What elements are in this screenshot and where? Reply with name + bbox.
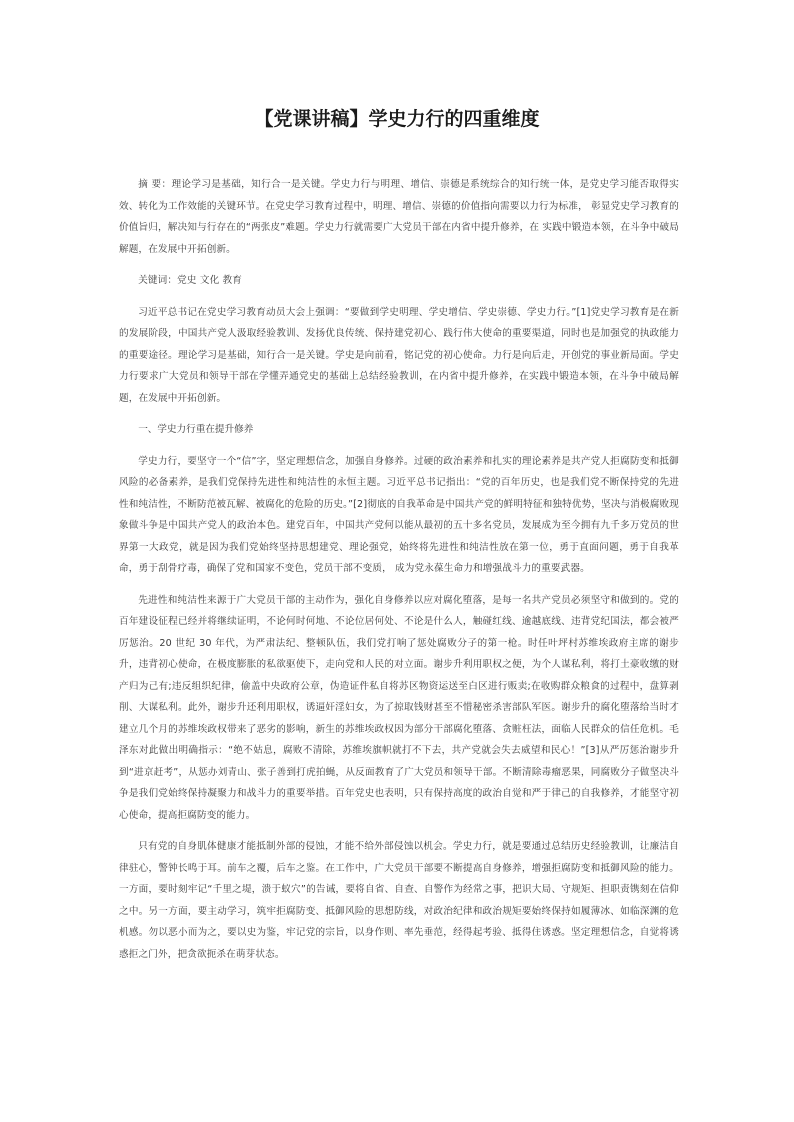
keywords-line: 关键词：党史 文化 教育 <box>138 275 243 286</box>
section-heading: 一、学史力行重在提升修养 <box>138 424 254 435</box>
intro-paragraph: 习近平总书记在党史学习教育动员大会上强调：“要做到学史明理、学史增信、学史崇德、学史力行。”[1]党史学习教育是在新的发展阶段，中国共产党人汲取经验教训、发扬优良传统、保持建党初心、践行伟大使命的重要渠道，同时也是加强党的执政能力的重要途径。理论学习是基础，知行合一是关键。学史是向前看，铭记党的初心使命。力行是向后走，开创党的事业新局面。学史力行要求广大党员和领导干部在学懂弄通党史的基础上总结经验教训，在内省中提升修养，在实践中锻造本领，在斗争中破局解题，在发展中开拓创新。 <box>119 306 679 404</box>
spacer <box>119 409 679 419</box>
spacer <box>119 260 679 270</box>
section-paragraph: 学史力行，要坚守一个“信”字，坚定理想信念，加强自身修养。过硬的政治素养和扎实的理论素养是共产党人拒腐防变和抵御风险的必备素养，是我们党保持先进性和纯洁性的永恒主题。习近平总书记指出：“党的百年历史，也是我们党不断保持党的先进性和纯洁性，不断防范被瓦解、被腐化的危险的历史。”[2]彻底的自我革命是中国共产党的鲜明特征和独特优势，坚决与消极腐败现象做斗争是中国共产党人的政治本色。建党百年，中国共产党何以能从最初的五十多名党员，发展成为至今拥有九千多万党员的世界第一大政党，就是因为我们党始终坚持思想建党、理论强党，始终将先进性和纯洁性放在第一位，勇于直面问题，勇于自我革命，勇于刮骨疗毒，确保了党和国家不变色，党员干部不变质， 成为党永葆生命力和增强战斗力的重要武器。 <box>119 455 680 574</box>
spacer <box>119 826 679 836</box>
spacer <box>119 441 679 451</box>
section-paragraph: 先进性和纯洁性来源于广大党员干部的主动作为，强化自身修养以应对腐化堕落，是每一名共产党员必须坚守和做到的。党的百年建设征程已经并将继续证明，不论何时何地、不论位居何处、不论是什么人，触碰红线、逾越底线、违背党纪国法，都会被严厉惩治。20 世纪 30 年代，为严肃法纪、整顿队伍，我们党打响了惩处腐败分子的第一枪。时任叶坪村苏维埃政府主席的谢步升，违背初心使命，在极度膨胀的私欲驱使下，走向党和人民的对立面。谢步升利用职权之便，为个人谋私利，将打土豪收缴的财产归为己有;违反组织纪律，偷盖中央政府公章，伪造证件私自将苏区物资运送至白区进行贩卖;在收购群众粮食的过程中，盘算剥削、大谋私利。此外，谢步升还利用职权，诱逼奸淫妇女，为了掠取钱财甚至不惜秘密杀害部队军医。谢步升的腐化堕落给当时才建立几个月的苏维埃政权带来了恶劣的影响，新生的苏维埃政权因为部分干部腐化堕落、贪赃枉法，面临人民群众的信任危机。毛泽东对此做出明确指示：“绝不姑息，腐败不清除，苏维埃旗帜就打不下去，共产党就会失去威望和民心！”[3]从严厉惩治谢步升到“进京赶考”，从惩办刘青山、张子善到打虎拍蝇，从反面教育了广大党员和领导干部。不断清除毒瘤恶果，同腐败分子做坚决斗争是我们党始终保持凝聚力和战斗力的重要举措。百年党史也表明，只有保持高度的政治自觉和严于律己的自我修养，才能坚守初心使命，提高拒腐防变的能力。 <box>119 594 679 821</box>
abstract-paragraph: 摘 要：理论学习是基础，知行合一是关键。学史力行与明理、增信、崇德是系统综合的知行统一体，是党史学习能否取得实效、转化为工作效能的关键环节。在党史学习教育过程中，明理、增信、崇德的价值指向需要以力行为标准， 彰显党史学习教育的价值旨归，解决知与行存在的“两张皮”难题。学史力行就需要广大党员干部在内省中提升修养，在 实践中锻造本领，在斗争中破局解题，在发展中开拓创新。 <box>119 179 679 255</box>
document-body <box>119 174 679 965</box>
spacer <box>119 580 679 590</box>
spacer <box>119 292 679 302</box>
section-paragraph: 只有党的自身肌体健康才能抵制外部的侵蚀，才能不给外部侵蚀以机会。学史力行，就是要通过总结历史经验教训，让廉洁自律驻心，警钟长鸣于耳。前车之覆，后车之鉴。在工作中，广大党员干部要不断提高自身修养，增强拒腐防变和抵御风险的能力。一方面，要时刻牢记“千里之堤，溃于蚁穴”的告诫，要将自省、自查、自警作为经常之事，把识大局、守规矩、担职责镌刻在信仰之中。另一方面，要主动学习，筑牢拒腐防变、抵御风险的思想防线，对政治纪律和政治规矩要始终保持如履薄冰、如临深渊的危机感。勿以恶小而为之，要以史为鉴，牢记党的宗旨，以身作则、率先垂范，经得起考验、抵得住诱惑。坚定理想信念，自觉将诱惑拒之门外，把贪欲扼杀在萌芽状态。 <box>119 841 679 960</box>
document-title: 【党课讲稿】学史力行的四重维度 <box>254 108 540 130</box>
